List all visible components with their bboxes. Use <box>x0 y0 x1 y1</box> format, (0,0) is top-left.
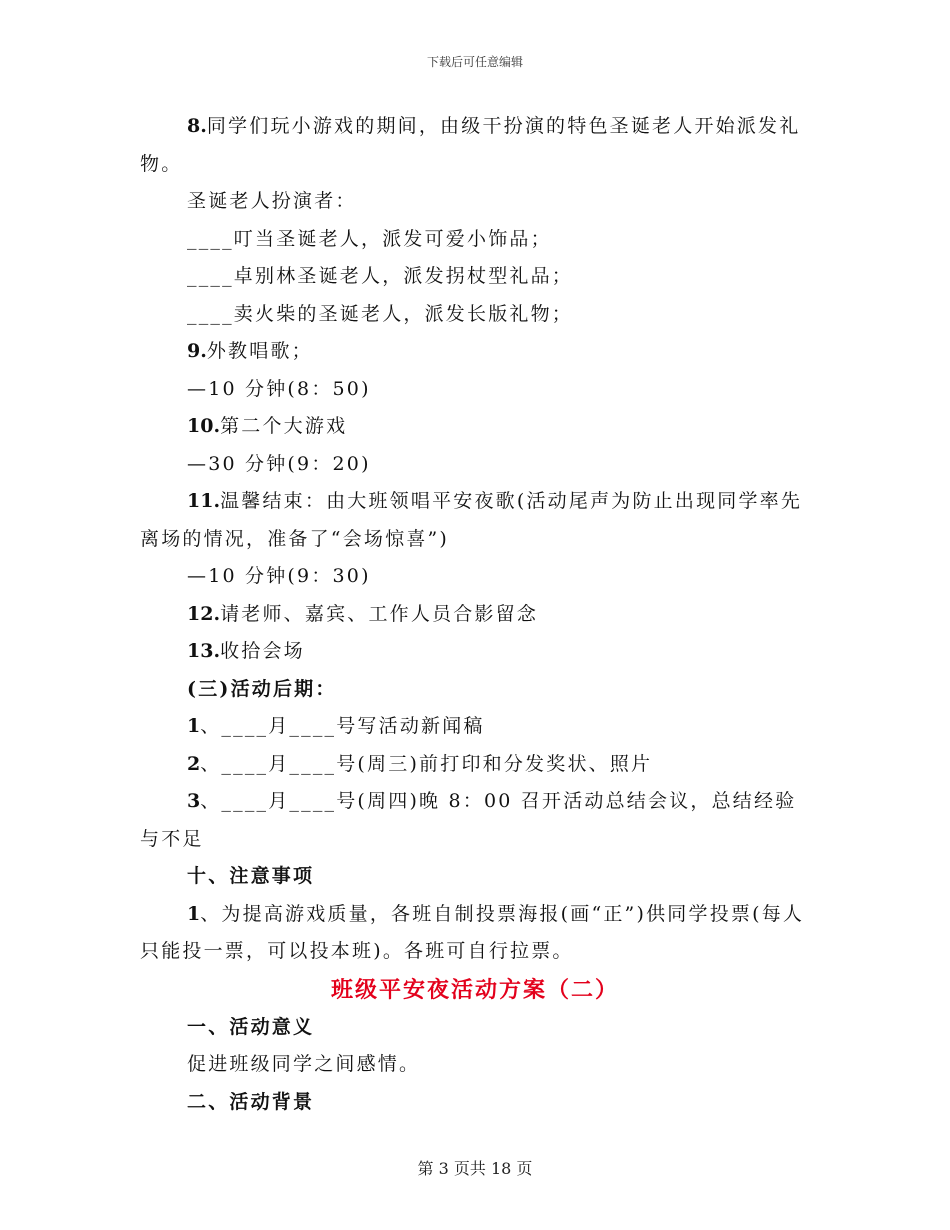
santa-actors-heading: 圣诞老人扮演者： <box>187 190 357 212</box>
section-heading-significance: 一、活动意义 <box>187 1015 315 1038</box>
section-paragraph: 促进班级同学之间感情。 <box>187 1053 421 1075</box>
item-text: 、为提高游戏质量，各班自制投票海报(画“正”)供同学投票(每人只能投一票，可以投本班)。各班可自行拉票。 <box>140 902 805 962</box>
document-body <box>140 108 810 1121</box>
item-text: 温馨结束：由大班领唱平安夜歌(活动尾声为防止出现同学率先离场的情况，准备了“会场惊喜”) <box>140 490 803 550</box>
notes-heading: 十、注意事项 <box>187 865 315 887</box>
item-number: 8. <box>187 115 207 137</box>
duration-line: —30 分钟(9：20) <box>187 452 371 475</box>
item-12 <box>140 596 810 634</box>
item-text: 第二个大游戏 <box>220 415 348 437</box>
item-number: 12. <box>187 602 221 625</box>
item-13 <box>140 633 810 671</box>
post-item-2 <box>140 746 810 784</box>
item-text: 外教唱歌； <box>206 340 313 362</box>
item-9 <box>140 333 810 371</box>
item-number: 1 <box>187 715 201 737</box>
item-number: 9. <box>187 340 207 362</box>
item-number: 13. <box>187 640 221 662</box>
santa-actor-line: ____叮当圣诞老人，派发可爱小饰品； <box>187 227 552 250</box>
post-activity-heading: (三)活动后期： <box>187 677 337 700</box>
duration-line: —10 分钟(8：50) <box>187 377 371 400</box>
note-item-1 <box>140 896 810 971</box>
item-text: 同学们玩小游戏的期间，由级干扮演的特色圣诞老人开始派发礼物。 <box>140 115 801 175</box>
duration-line: —10 分钟(9：30) <box>187 565 371 587</box>
santa-actor-line: ____卖火柴的圣诞老人，派发长版礼物； <box>187 302 574 325</box>
section-heading-background: 二、活动背景 <box>187 1090 315 1113</box>
item-text: 、____月____号(周三)前打印和分发奖状、照片 <box>200 752 653 775</box>
page-footer: 第 3 页共 18 页 <box>417 1159 533 1178</box>
item-number: 11. <box>187 490 221 512</box>
item-number: 10. <box>187 415 221 437</box>
item-8 <box>140 108 810 183</box>
header-note: 下载后可任意编辑 <box>426 55 523 69</box>
item-number: 2 <box>187 752 201 775</box>
item-text: 请老师、嘉宾、工作人员合影留念 <box>220 602 539 625</box>
item-10 <box>140 408 810 446</box>
post-item-3 <box>140 783 810 858</box>
item-11 <box>140 483 810 558</box>
santa-actor-line: ____卓别林圣诞老人，派发拐杖型礼品； <box>187 265 574 287</box>
post-item-1 <box>140 708 810 746</box>
section-title: 班级平安夜活动方案（二） <box>330 976 619 1003</box>
item-number: 1 <box>187 902 201 925</box>
item-text: 、____月____号写活动新闻稿 <box>200 715 485 737</box>
item-number: 3 <box>187 790 201 812</box>
item-text: 收拾会场 <box>220 640 305 662</box>
item-text: 、____月____号(周四)晚 8：00 召开活动总结会议，总结经验与不足 <box>140 790 797 850</box>
